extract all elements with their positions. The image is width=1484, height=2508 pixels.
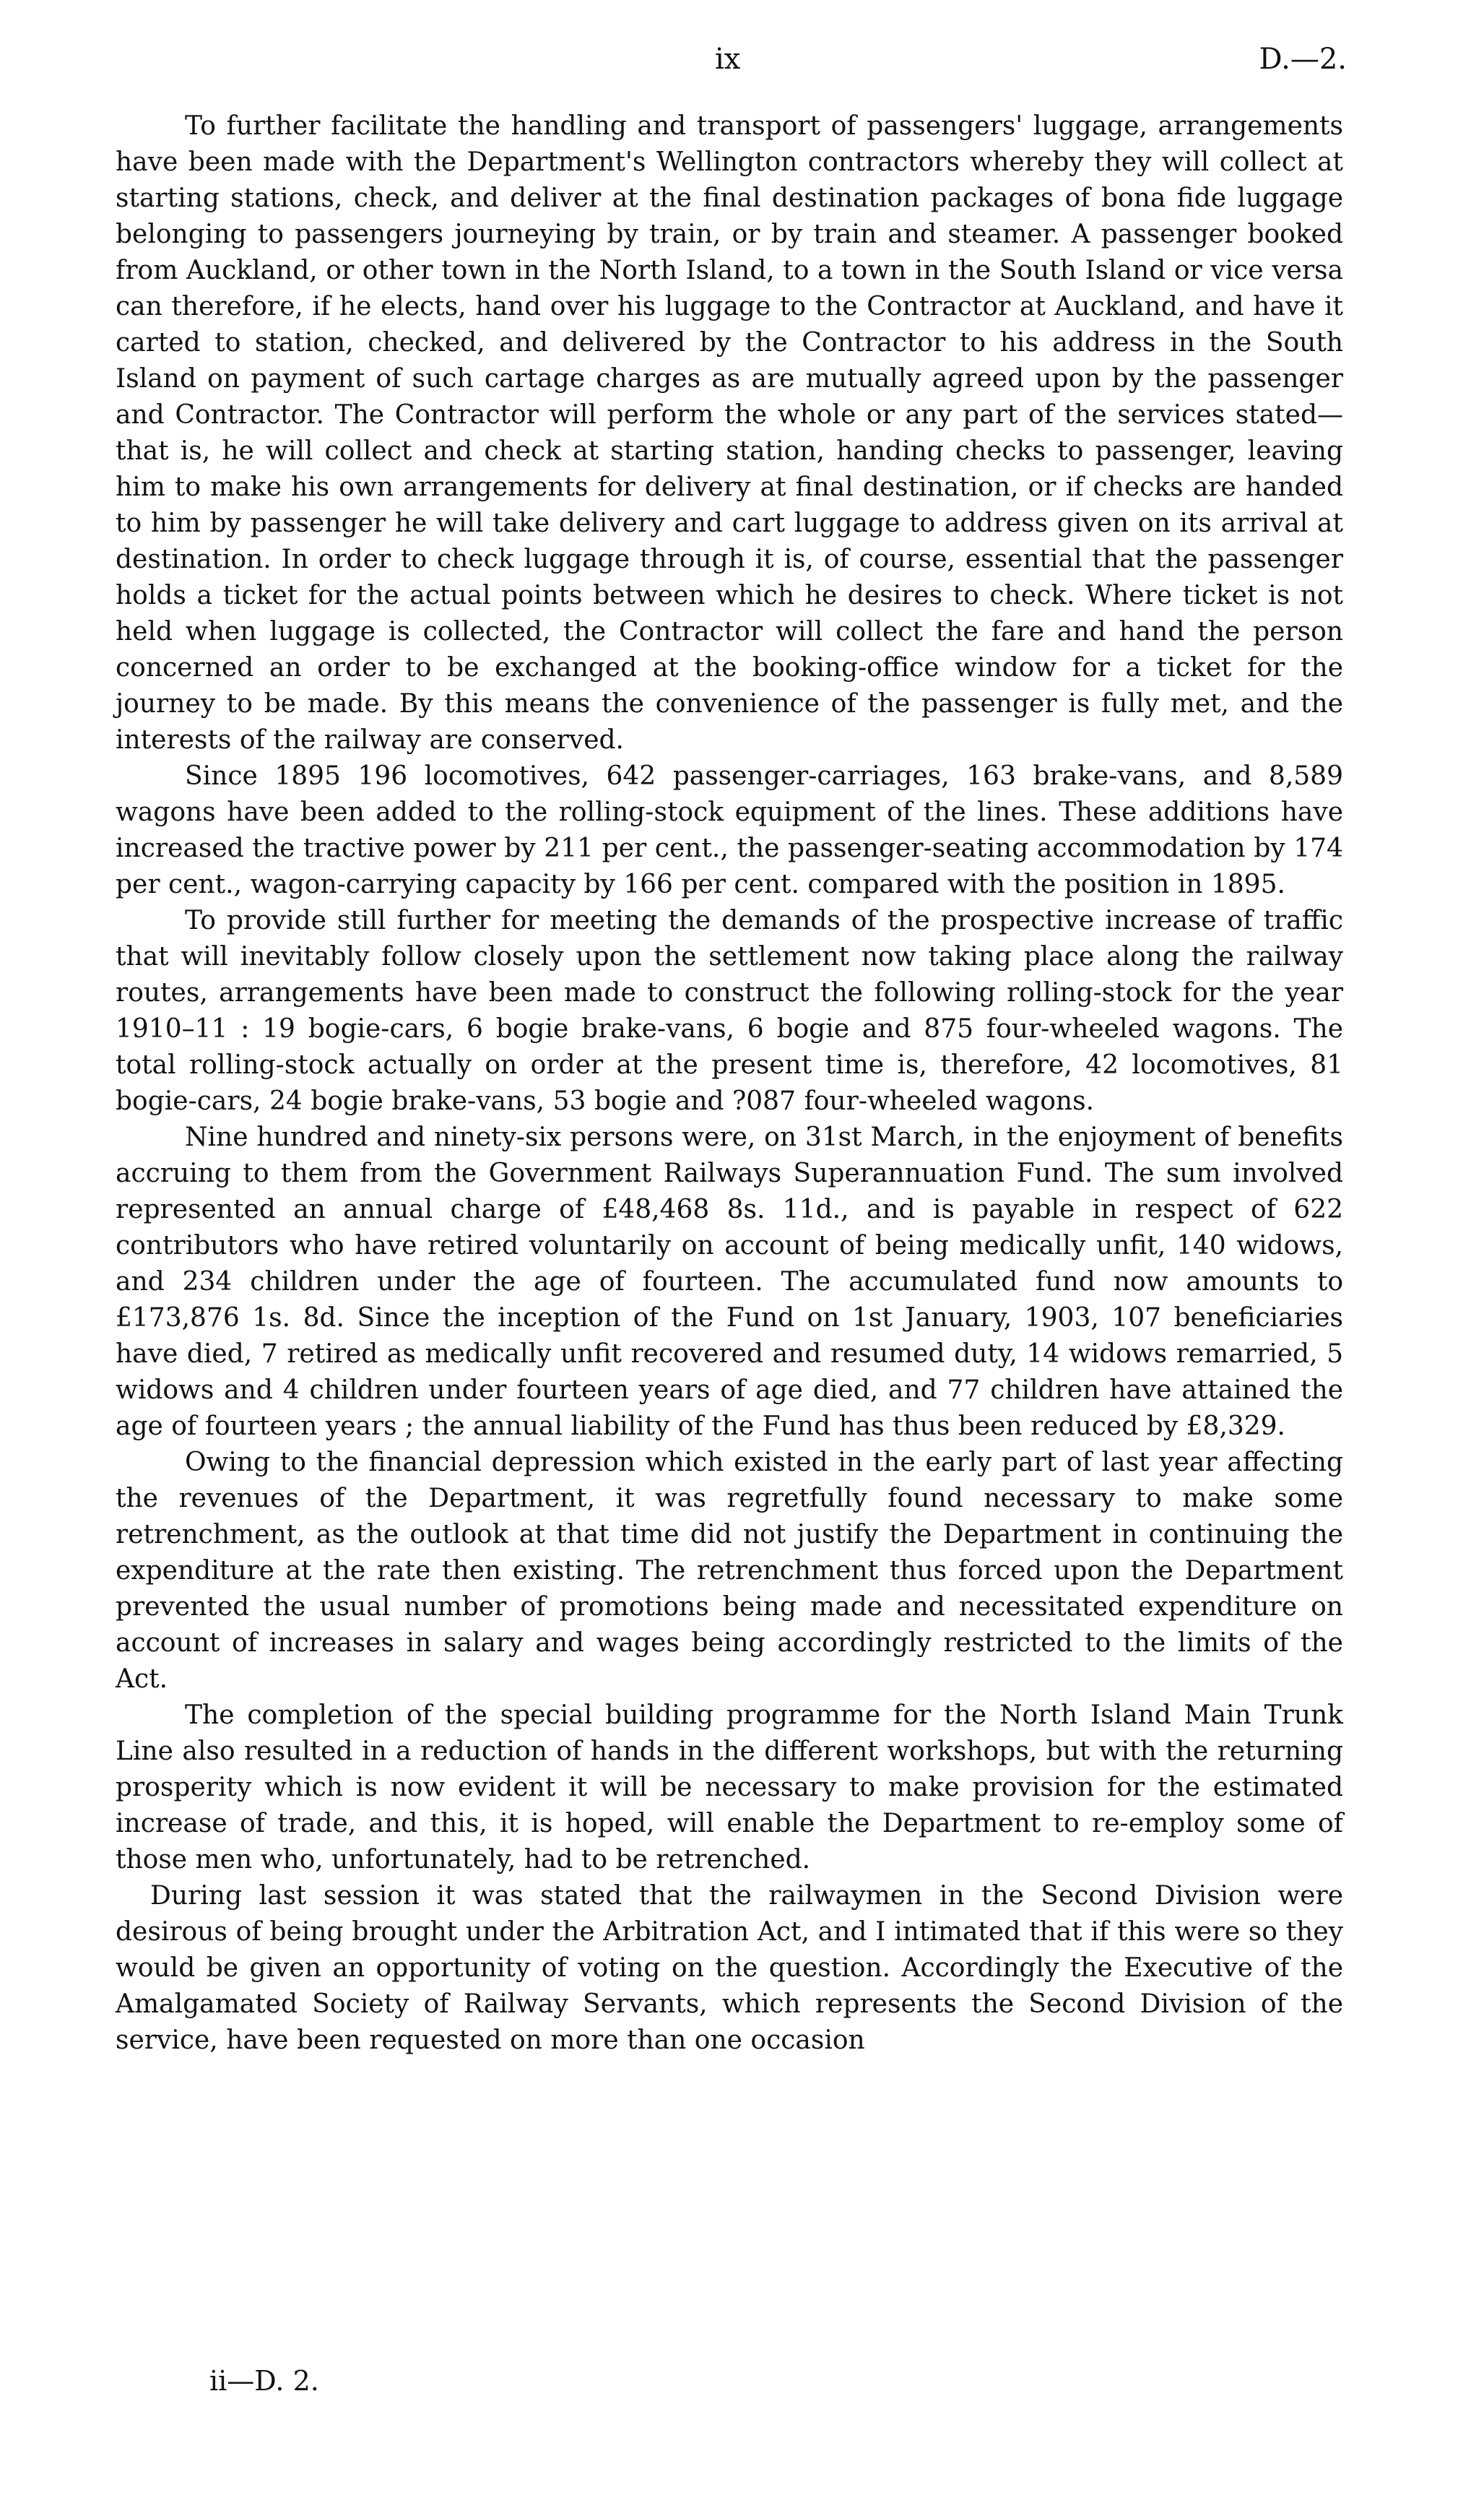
paragraph-workshops: The completion of the special building programme for the North Island Main Trunk Line also resulted in a reduction of hands in the different workshops, but with the returning prosperity which is now evident it will be necessary to make provision for the estimated increase of trade, and this, it is hoped, will enable the Department to re-employ some of those men who, unfortunately, had to be retrenched. — [116, 1700, 1343, 1874]
paragraph-rolling-stock-additions: Since 1895 196 locomotives, 642 passenger-carriages, 163 brake-vans, and 8,589 wagons have been added to the rolling-stock equipment of the lines. These additions have increased the tractive power by 211 per cent., the passenger-seating accommodation by 174 per cent., wagon-carrying capacity by 166 per cent. compared with the position in 1895. — [116, 761, 1343, 899]
paragraph-retrenchment: Owing to the financial depression which existed in the early part of last year affecting the revenues of the Department, it was regretfully found necessary to make some retrenchment, as the outlook at that time did not justify the Department in continuing the expenditure at the rate then existing. The retrenchment thus forced upon the Department prevented the usual number of promotions being made and necessitated expenditure on account of increases in salary and wages being accordingly restricted to the limits of the Act. — [116, 1448, 1343, 1694]
paragraph-rolling-stock-orders: To provide still further for meeting the demands of the prospective increase of traffic that will inevitably follow closely upon the settlement now taking place along the railway routes, arrangements have been made to construct the following rolling-stock for the year 1910–11 : 19 bogie-cars, 6 bogie brake-vans, 6 bogie and 875 four-wheeled wagons. The total rolling-stock actually on order at the present time is, therefore, 42 locomotives, 81 bogie-cars, 24 bogie brake-vans, 53 bogie and ?087 four-wheeled wagons. — [116, 906, 1343, 1116]
body-text — [116, 108, 1343, 2059]
page-number: ix — [715, 43, 741, 76]
paragraph-arbitration-act: During last session it was stated that the railwaymen in the Second Division were desirous of being brought under the Arbitration Act, and I intimated that if this were so they would be given an opportunity of voting on the question. Accordingly the Executive of the Amalgamated Society of Railway Servants, which represents the Second Division of the service, have been requested on more than one occasion — [116, 1881, 1343, 2055]
signature-mark: ii—D. 2. — [209, 2365, 319, 2397]
paragraph-luggage-arrangements: To further facilitate the handling and transport of passengers' luggage, arrangements have been made with the Department's Wellington contractors whereby they will collect at starting stations, check, and deliver at the final destination packages of bona fide luggage belonging to passengers journeying by train, or by train and steamer. A passenger booked from Auckland, or other town in the North Island, to a town in the South Island or vice versa can therefore, if he elects, hand over his luggage to the Contractor at Auckland, and have it carted to station, checked, and delivered by the Contractor to his address in the South Island on payment of such cartage charges as are mutually agreed upon by the passenger and Contractor. The Contractor will perform the whole or any part of the services stated—that is, he will collect and check at starting station, handing checks to passenger, leaving him to make his own arrangements for delivery at final destination, or if checks are handed to him by passenger he will take delivery and cart luggage to address given on its arrival at destination. In order to check luggage through it is, of course, essential that the passenger holds a ticket for the actual points between which he desires to check. Where ticket is not held when luggage is collected, the Contractor will collect the fare and hand the person concerned an order to be exchanged at the booking-office window for a ticket for the journey to be made. By this means the convenience of the passenger is fully met, and the interests of the railway are conserved. — [116, 111, 1343, 755]
page-header — [0, 38, 1484, 81]
document-reference: D.—2. — [1259, 43, 1347, 76]
paragraph-superannuation-fund: Nine hundred and ninety-six persons were, on 31st March, in the enjoyment of benefits accruing to them from the Government Railways Superannuation Fund. The sum involved represented an annual charge of £48,468 8s. 11d., and is payable in respect of 622 contributors who have retired voluntarily on account of being medically unfit, 140 widows, and 234 children under the age of fourteen. The accumulated fund now amounts to £173,876 1s. 8d. Since the inception of the Fund on 1st January, 1903, 107 beneficiaries have died, 7 retired as medically unfit recovered and resumed duty, 14 widows remarried, 5 widows and 4 children under fourteen years of age died, and 77 children have attained the age of fourteen years ; the annual liability of the Fund has thus been reduced by £8,329. — [116, 1123, 1343, 1441]
